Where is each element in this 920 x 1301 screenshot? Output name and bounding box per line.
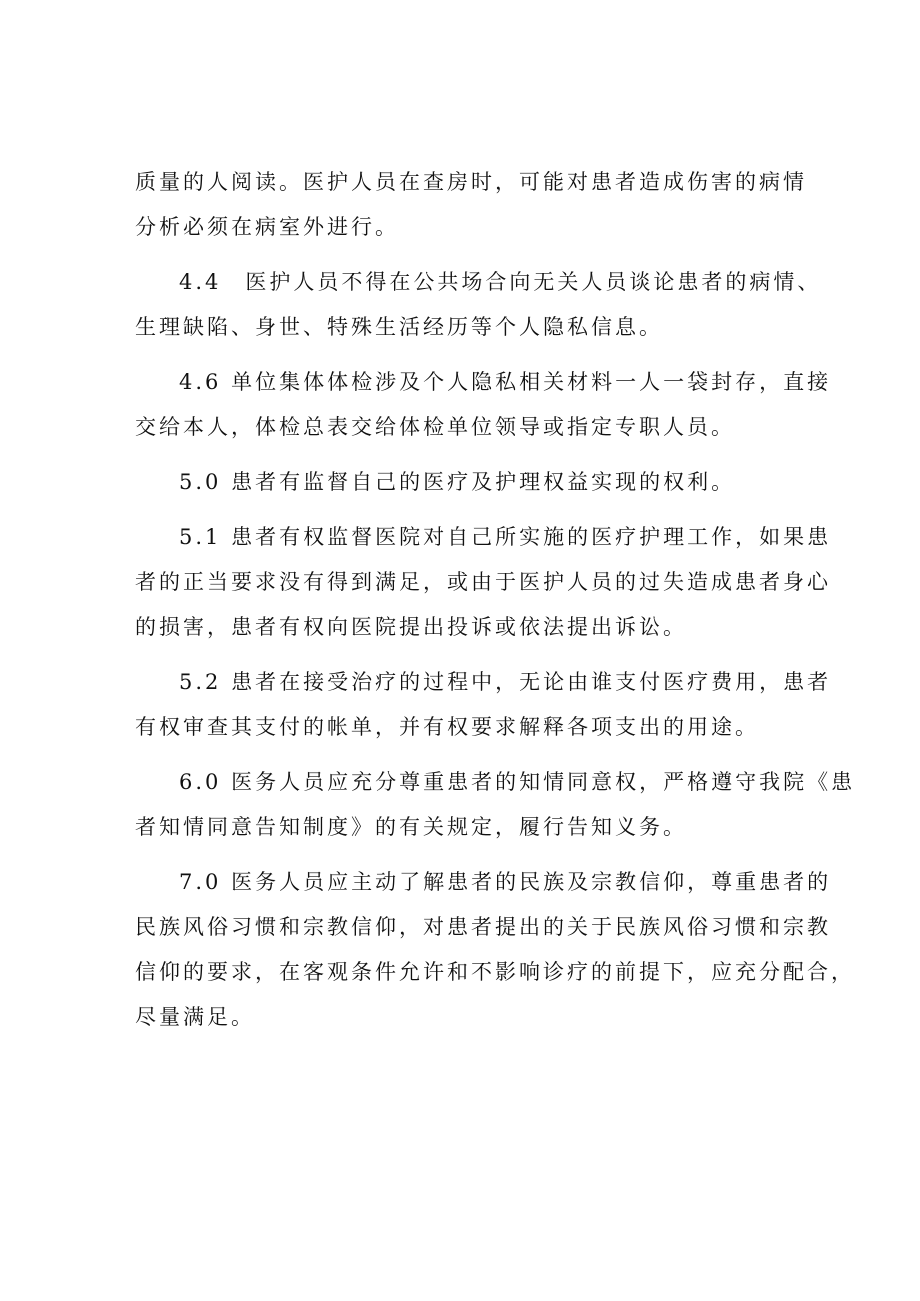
paragraph-line: 5.0 患者有监督自己的医疗及护理权益实现的权利。	[179, 470, 736, 494]
paragraph-line: 5.1 患者有权监督医院对自己所实施的医疗护理工作，如果患	[179, 525, 832, 549]
paragraph-4-6	[135, 360, 832, 450]
paragraph-line: 者的正当要求没有得到满足，或由于医护人员的过失造成患者身心	[135, 570, 831, 594]
paragraph-line: 5.2 患者在接受治疗的过程中，无论由谁支付医疗费用，患者	[179, 670, 832, 694]
paragraph-5-0	[135, 460, 805, 505]
paragraph-line: 有权审查其支付的帐单，并有权要求解释各项支出的用途。	[135, 715, 759, 739]
paragraph-5-2	[135, 660, 832, 750]
paragraph-4-4	[135, 260, 822, 350]
paragraph-line: 4.6 单位集体体检涉及个人隐私相关材料一人一袋封存，直接	[179, 370, 832, 394]
paragraph-line: 的损害，患者有权向医院提出投诉或依法提出诉讼。	[135, 615, 687, 639]
paragraph-line: 民族风俗习惯和宗教信仰，对患者提出的关于民族风俗习惯和宗教	[135, 915, 831, 939]
paragraph-line: 信仰的要求，在客观条件允许和不影响诊疗的前提下，应充分配合，	[135, 960, 855, 984]
paragraph-line: 者知情同意告知制度》的有关规定，履行告知义务。	[135, 815, 687, 839]
paragraph-1	[135, 160, 805, 250]
paragraph-6-0	[135, 760, 856, 850]
paragraph-5-1	[135, 515, 832, 650]
paragraph-7-0	[135, 860, 855, 1040]
paragraph-line: 交给本人，体检总表交给体检单位领导或指定专职人员。	[135, 415, 735, 439]
paragraph-line: 生理缺陷、身世、特殊生活经历等个人隐私信息。	[135, 315, 663, 339]
paragraph-line: 分析必须在病室外进行。	[135, 215, 399, 239]
paragraph-line: 质量的人阅读。医护人员在查房时，可能对患者造成伤害的病情	[135, 170, 807, 194]
paragraph-line: 6.0 医务人员应充分尊重患者的知情同意权，严格遵守我院《患	[179, 770, 856, 794]
paragraph-line: 7.0 医务人员应主动了解患者的民族及宗教信仰，尊重患者的	[179, 870, 832, 894]
paragraph-line: 尽量满足。	[135, 1005, 255, 1029]
paragraph-line: 4.4 医护人员不得在公共场合向无关人员谈论患者的病情、	[179, 270, 822, 294]
document-body	[135, 160, 856, 1050]
